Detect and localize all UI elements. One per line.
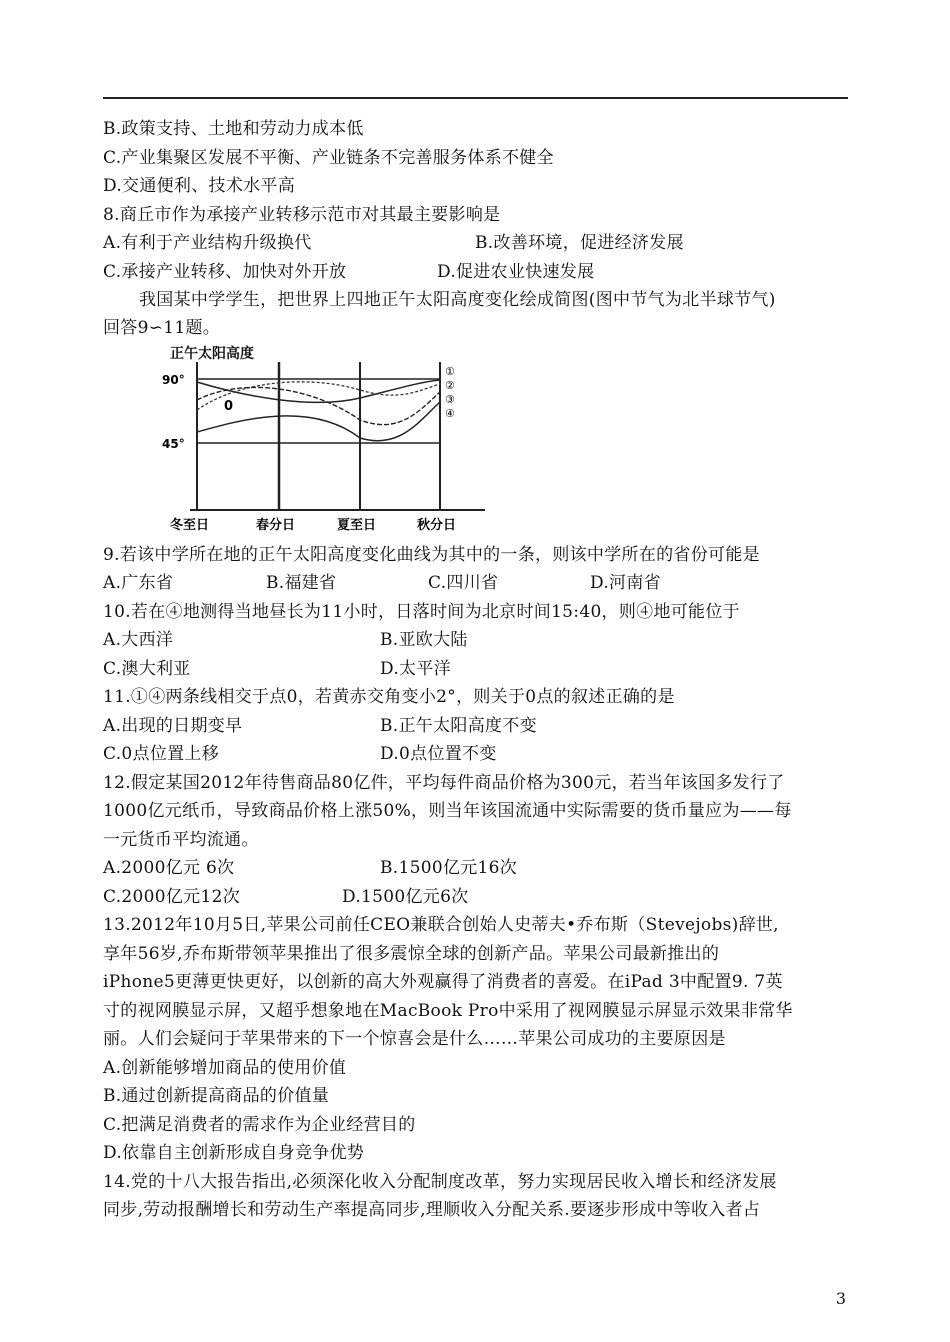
q9-option-b: B.福建省 <box>266 573 337 593</box>
question-11: 11.①④两条线相交于点0，若黄赤交角变小2°，则关于0点的叙述正确的是 <box>103 687 675 707</box>
q8-option-a: A.有利于产业结构升级换代 <box>103 233 312 253</box>
figure-intro: 我国某中学学生，把世界上四地正午太阳高度变化绘成简图(图中节气为北半球节气) <box>139 290 776 310</box>
question-13-line2: 享年56岁,乔布斯带领苹果推出了很多震惊全球的创新产品。苹果公司最新推出的 <box>103 944 720 964</box>
sun-altitude-figure <box>160 340 500 535</box>
point-o-label: 0 <box>224 399 234 414</box>
q12-option-c: C.2000亿元12次 <box>103 887 241 907</box>
q9-option-a: A.广东省 <box>103 573 174 593</box>
question-13-line4: 寸的视网膜显示屏，又超乎想象地在MacBook Pro中采用了视网膜显示屏显示效果非常华 <box>103 1001 793 1021</box>
header-rule <box>103 97 848 99</box>
question-14-line1: 14.党的十八大报告指出,必须深化收入分配制度改革，努力实现居民收入增长和经济发展 <box>103 1172 777 1192</box>
q13-option-b: B.通过创新提高商品的价值量 <box>103 1086 330 1106</box>
q13-option-c: C.把满足消费者的需求作为企业经营目的 <box>103 1115 416 1135</box>
question-13-line5: 丽。人们会疑问于苹果带来的下一个惊喜会是什么……苹果公司成功的主要原因是 <box>103 1029 726 1049</box>
q11-option-d: D.0点位置不变 <box>380 744 497 764</box>
question-14-line2: 同步,劳动报酬增长和劳动生产率提高同步,理顺收入分配关系.要逐步形成中等收入者占 <box>103 1200 761 1220</box>
question-12-line1: 12.假定某国2012年待售商品80亿件，平均每件商品价格为300元，若当年该国多发行了 <box>103 773 785 793</box>
question-12-line3: 一元货币平均流通。 <box>103 830 259 850</box>
curve-4 <box>197 402 440 441</box>
x-label-winter: 冬至日 <box>170 518 210 533</box>
q11-option-b: B.正午太阳高度不变 <box>380 716 537 736</box>
q12-option-a: A.2000亿元 6次 <box>103 858 235 878</box>
q13-option-a: A.创新能够增加商品的使用价值 <box>103 1058 347 1078</box>
x-label-autumn: 秋分日 <box>417 518 457 533</box>
q9-option-c: C.四川省 <box>428 573 499 593</box>
figure-intro-cont: 回答9∽11题。 <box>103 318 221 338</box>
curve-label-3: ③ <box>445 393 455 406</box>
q9-option-d: D.河南省 <box>590 573 661 593</box>
curve-1 <box>197 380 440 402</box>
y-label-45: 45° <box>162 437 185 451</box>
x-label-summer: 夏至日 <box>337 518 377 533</box>
q7-option-c: C.产业集聚区发展不平衡、产业链条不完善服务体系不健全 <box>103 148 554 168</box>
q11-option-a: A.出现的日期变早 <box>103 716 243 736</box>
q12-option-d: D.1500亿元6次 <box>342 887 469 907</box>
question-10: 10.若在④地测得当地昼长为11小时，日落时间为北京时间15:40，则④地可能位于 <box>103 602 740 622</box>
figure-title: 正午太阳高度 <box>170 346 254 362</box>
q7-option-d: D.交通便利、技术水平高 <box>103 176 296 196</box>
question-13-line3: iPhone5更薄更快更好，以创新的高大外观赢得了消费者的喜爱。在iPad 3中配置9. 7英 <box>103 972 783 992</box>
question-8: 8.商丘市作为承接产业转移示范市对其最主要影响是 <box>103 205 501 225</box>
q10-option-b: B.亚欧大陆 <box>380 630 468 650</box>
q8-option-d: D.促进农业快速发展 <box>437 262 595 282</box>
q10-option-a: A.大西洋 <box>103 630 174 650</box>
question-12-line2: 1000亿元纸币，导致商品价格上涨50%，则当年该国流通中实际需要的货币量应为——每 <box>103 801 792 821</box>
q13-option-d: D.依靠自主创新形成自身竞争优势 <box>103 1143 365 1163</box>
q10-option-c: C.澳大利亚 <box>103 659 191 679</box>
question-9: 9.若该中学所在地的正午太阳高度变化曲线为其中的一条，则该中学所在的省份可能是 <box>103 545 760 565</box>
q10-option-d: D.太平洋 <box>380 659 451 679</box>
q8-option-c: C.承接产业转移、加快对外开放 <box>103 262 347 282</box>
q12-option-b: B.1500亿元16次 <box>380 858 518 878</box>
q8-option-b: B.改善环境，促进经济发展 <box>475 233 684 253</box>
x-label-spring: 春分日 <box>256 518 296 533</box>
curve-label-2: ② <box>445 379 455 392</box>
curve-2 <box>197 382 440 410</box>
q7-option-b: B.政策支持、土地和劳动力成本低 <box>103 119 364 139</box>
curve-label-1: ① <box>445 365 455 378</box>
page-number: 3 <box>835 1289 846 1308</box>
curve-label-4: ④ <box>445 407 455 420</box>
question-13-line1: 13.2012年10月5日,苹果公司前任CEO兼联合创始人史蒂夫•乔布斯（Stevejobs)辞世, <box>103 915 779 935</box>
y-label-90: 90° <box>162 373 185 387</box>
q11-option-c: C.0点位置上移 <box>103 744 220 764</box>
